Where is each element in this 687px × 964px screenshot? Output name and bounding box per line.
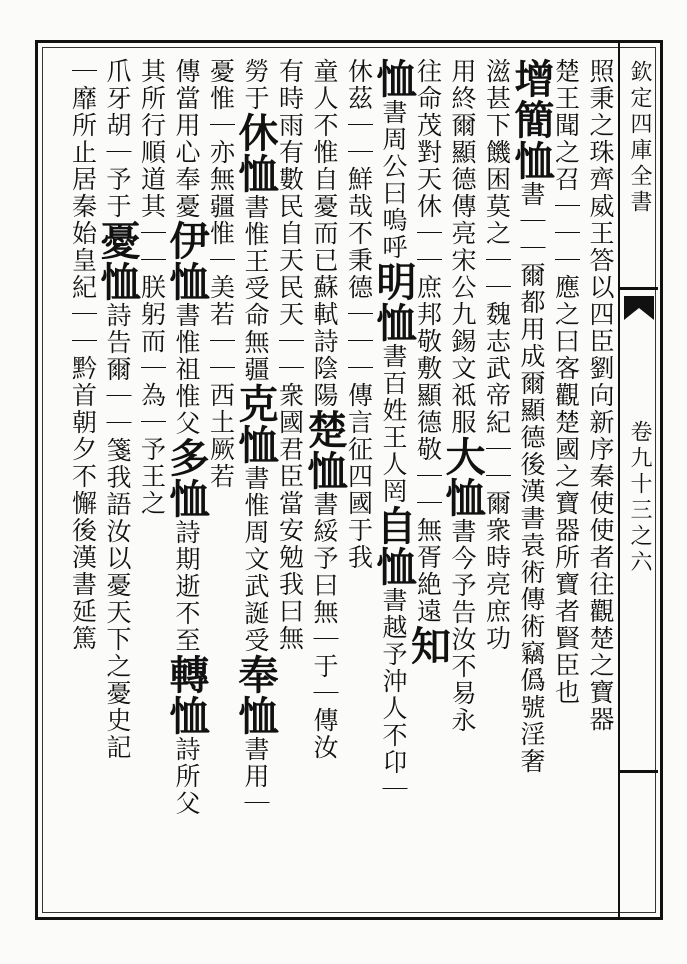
heading-character: 恤 (508, 140, 555, 181)
text-segment: 用終爾顯德傳亮宋公九錫文祗服 (448, 58, 477, 436)
heading-character: 轉 (163, 654, 210, 695)
text-segment: 照秉之珠齊威王答以四臣劉向新序秦使使者往觀楚之寶器 (586, 58, 615, 733)
text-segment: 美若｜｜西土 (206, 274, 236, 436)
heading-character: 恤 (163, 478, 210, 519)
heading-character: 克 (232, 383, 279, 424)
heading-character: 恤 (163, 695, 210, 736)
heading-character: 簡 (508, 99, 555, 140)
heading-character: 自 (370, 505, 417, 546)
heading-character: 楚 (301, 409, 348, 450)
text-segment: 予王之 (137, 436, 167, 517)
text-column (163, 58, 210, 908)
heading-character: 憂 (94, 220, 141, 261)
heading-character: 恤 (301, 450, 348, 491)
text-segment: 書綏予曰無｜于｜傳汝 (310, 491, 339, 761)
heading-character: 大 (439, 436, 486, 477)
text-segment: 厥若 (206, 436, 236, 490)
heading-character: 恤 (439, 477, 486, 518)
text-segment: 惟｜亦無疆惟｜ (206, 85, 236, 274)
text-segment: 童人不惟自憂而已蘇軾詩陰陽 (310, 58, 339, 409)
text-column (582, 58, 618, 908)
text-segment: 往命茂對天休｜｜庶邦敬敷顯德 (413, 58, 443, 436)
text-segment: 書越予沖人不卬｜ (379, 587, 408, 803)
text-column (508, 58, 555, 908)
text-segment: 衆國君臣當安勉我曰無 (275, 382, 305, 652)
heading-character: 恤 (370, 302, 417, 343)
text-segment: ｜傳言征四國于我 (344, 355, 374, 571)
text-segment: 詩期逝不至 (172, 519, 201, 654)
text-segment: 敬｜｜無胥絶遠 (413, 436, 443, 625)
text-column (301, 58, 348, 908)
heading-character: 奉 (232, 654, 279, 695)
text-segment: 秦始皇紀｜｜黔首朝夕不懈後漢書延篤 (68, 193, 98, 652)
text-segment: 滋甚下饑困莫之｜｜魏志武帝紀｜｜爾衆時亮庶功 (482, 58, 512, 652)
heading-character: 知 (404, 625, 452, 666)
text-column (232, 58, 279, 908)
text-segment: 書惟祖惟父 (172, 302, 201, 437)
text-segment: 書今予告汝不易永 (448, 518, 477, 734)
text-segment: 書周公曰嗚呼 (379, 99, 408, 261)
text-segment: 詩所父 (172, 736, 201, 817)
text-segment: 書惟周文武誕受 (241, 465, 270, 654)
margin-rule-bottom (620, 770, 658, 773)
text-segment: 詩告爾｜｜箋我語汝以憂天下之憂史記 (103, 302, 132, 761)
margin-rule-top (620, 287, 658, 290)
text-column (548, 58, 584, 908)
text-column (404, 58, 452, 908)
text-segment: 書百姓王人罔 (379, 343, 408, 505)
text-segment: 其所行順道 (137, 58, 167, 193)
text-segment: 憂 (206, 58, 236, 85)
heading-character: 恤 (232, 424, 279, 465)
text-segment: 有時雨有數民自天民天｜｜ (275, 58, 305, 382)
text-segment: 而｜為｜ (137, 328, 167, 436)
heading-character: 多 (163, 437, 210, 478)
text-segment: 勞于 (241, 58, 270, 112)
heading-character: 恤 (232, 153, 279, 194)
text-segment: 休茲｜｜鮮哉 (344, 58, 374, 220)
text-column (134, 58, 170, 908)
text-segment: 其｜｜朕躬 (137, 193, 167, 328)
book-title: 欽定四庫全書 (627, 60, 652, 216)
heading-character: 恤 (370, 546, 417, 587)
volume-label: 卷九十三之六 (627, 420, 652, 576)
text-column (370, 58, 417, 908)
text-column (439, 58, 486, 908)
heading-character: 增 (508, 58, 555, 99)
heading-character: 恤 (163, 261, 210, 302)
text-segment: 傳當用心奉憂 (172, 58, 201, 220)
text-segment: 書｜｜爾都用成爾顯德後漢書袁術傳術竊僞號淫奢 (517, 181, 546, 775)
text-segment: 不秉德｜｜ (344, 220, 374, 355)
heading-character: 明 (370, 261, 417, 302)
heading-character: 休 (232, 112, 279, 153)
text-segment: 楚王聞之召｜｜｜應之曰客觀楚國之寶器所寶者賢臣也 (551, 58, 581, 706)
fish-tail-mark-icon (624, 296, 654, 320)
text-segment: 書用｜ (241, 736, 270, 817)
text-segment: 書惟王受命無疆 (241, 194, 270, 383)
heading-character: 恤 (232, 695, 279, 736)
heading-character: 伊 (163, 220, 210, 261)
text-column (94, 58, 141, 908)
text-segment: ｜靡所止居 (68, 58, 98, 193)
text-column (65, 58, 101, 908)
text-segment: 爪牙胡｜予于 (103, 58, 132, 220)
heading-character: 恤 (370, 58, 417, 99)
heading-character: 恤 (94, 261, 141, 302)
